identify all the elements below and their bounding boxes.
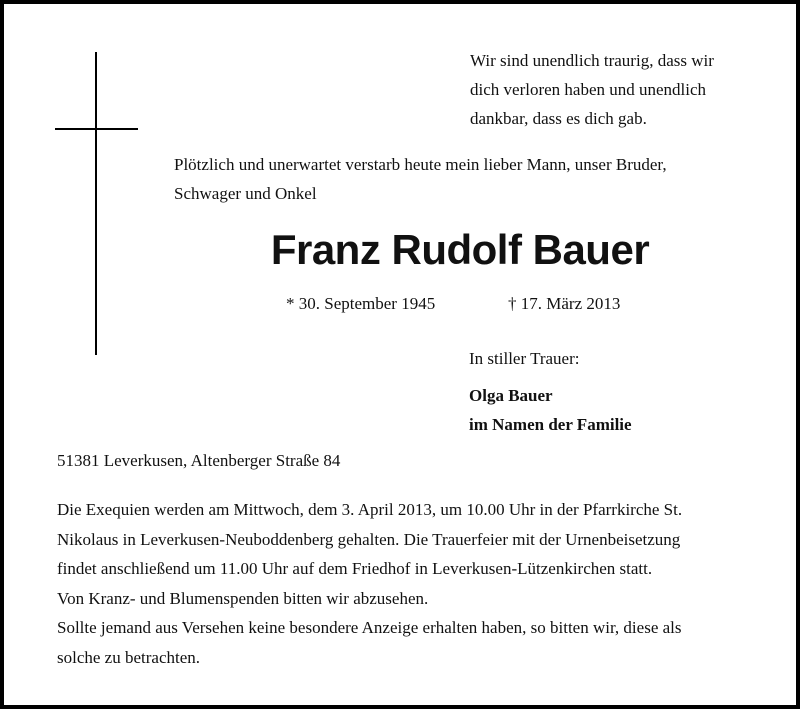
body-line: Sollte jemand aus Versehen keine besondere Anzeige erhalten haben, so bitten wir, diese als [57,618,682,638]
mourners-block [469,344,769,439]
intro-line: Plötzlich und unerwartet verstarb heute mein lieber Mann, unser Bruder, [174,155,667,174]
memorial-quote [470,46,770,133]
mourner-family: im Namen der Familie [469,415,632,434]
quote-line: Wir sind unendlich traurig, dass wir [470,51,714,70]
body-line: Die Exequien werden am Mittwoch, dem 3. April 2013, um 10.00 Uhr in der Pfarrkirche St. [57,500,683,519]
quote-line: dich verloren haben und unendlich [470,80,707,99]
body-line: findet anschließend um 11.00 Uhr auf dem Friedhof in Leverkusen-Lützenkirchen statt. [57,559,653,579]
cross-horizontal-bar [55,128,138,130]
deceased-name: Franz Rudolf Bauer [270,226,650,273]
intro-line: Schwager und Onkel [174,184,317,203]
announcement-intro [174,150,774,208]
mourners-intro: In stiller Trauer: [469,349,580,368]
birth-date: * 30. September 1945 [286,294,436,313]
body-line: Nikolaus in Leverkusen-Neuboddenberg gehalten. Die Trauerfeier mit der Urnenbeisetzung [57,529,681,549]
cross-vertical-bar [95,52,97,355]
body-line: solche zu betrachten. [57,647,201,667]
body-line: Von Kranz- und Blumenspenden bitten wir abzusehen. [57,588,429,608]
address: 51381 Leverkusen, Altenberger Straße 84 [57,451,341,470]
death-date: † 17. März 2013 [508,294,621,313]
service-details [57,495,757,673]
spacer [469,373,769,381]
mourner-name: Olga Bauer [469,386,553,405]
quote-line: dankbar, dass es dich gab. [470,109,647,128]
